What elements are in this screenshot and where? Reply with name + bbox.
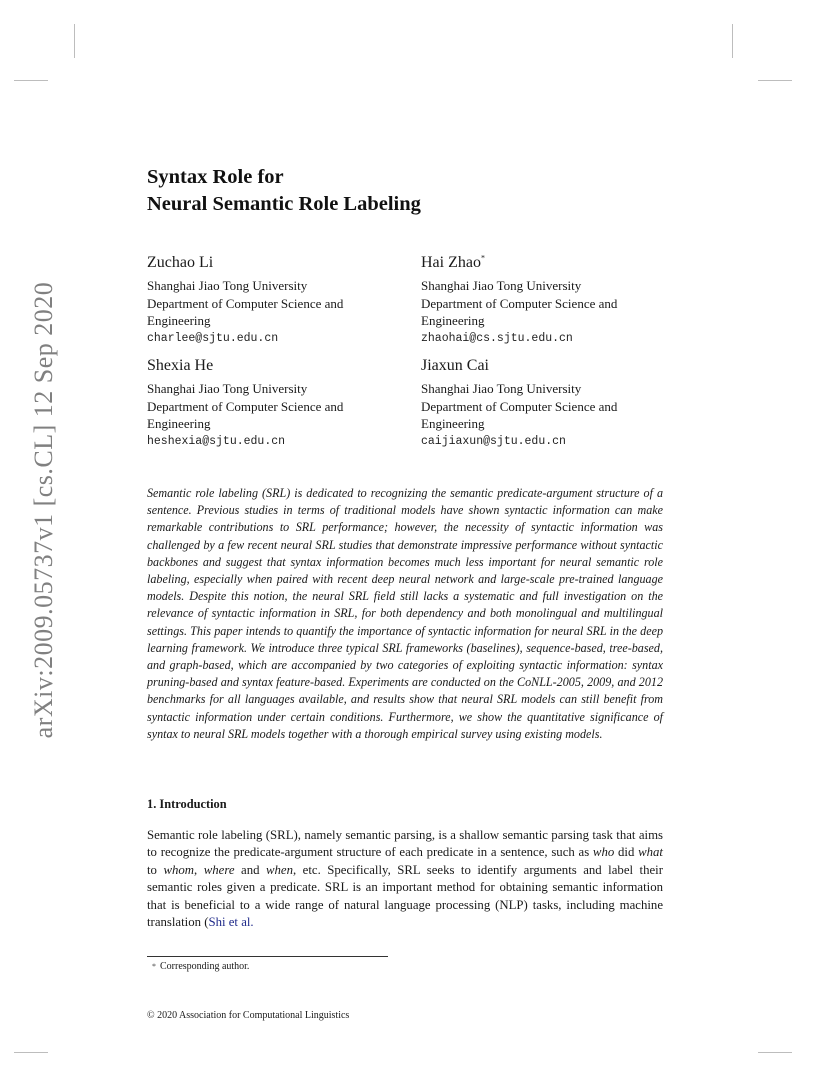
arxiv-identifier: arXiv:2009.05737v1 [cs.CL] 12 Sep 2020 bbox=[29, 281, 58, 739]
intro-paragraph: Semantic role labeling (SRL), namely semantic parsing, is a shallow semantic parsing task that aims to recognize the predicate-argument structure of each predicate in a sentence, such as who did what to whom, where and when, etc. Specifically, SRL seeks to identify arguments and label their semantic roles given a predicate. SRL is an important method for obtaining semantic information that is beneficial to a wide range of natural language processing (NLP) tasks, including machine translation (Shi et al. bbox=[147, 828, 663, 930]
author-affiliation: Shanghai Jiao Tong University bbox=[147, 381, 308, 396]
crop-mark bbox=[732, 24, 733, 58]
author-name: Zuchao Li bbox=[147, 254, 214, 271]
author-block bbox=[421, 356, 681, 450]
author-department-cont: Engineering bbox=[147, 416, 211, 431]
author-email: zhaohai@cs.sjtu.edu.cn bbox=[421, 331, 573, 345]
crop-mark bbox=[758, 80, 792, 81]
author-name: Jiaxun Cai bbox=[421, 357, 489, 374]
author-department: Department of Computer Science and bbox=[421, 398, 618, 414]
crop-mark bbox=[14, 80, 48, 81]
citation-link[interactable]: Shi et al. bbox=[208, 915, 254, 930]
crop-mark bbox=[14, 1052, 48, 1053]
corresponding-author-mark: * bbox=[480, 253, 485, 263]
copyright-notice: © 2020 Association for Computational Linguistics bbox=[147, 1010, 350, 1021]
footnote bbox=[152, 960, 249, 974]
author-email: charlee@sjtu.edu.cn bbox=[147, 331, 279, 345]
footnote-mark: * bbox=[152, 962, 156, 971]
author-email: caijiaxun@sjtu.edu.cn bbox=[421, 434, 566, 448]
arxiv-stamp bbox=[24, 281, 64, 739]
author-affiliation: Shanghai Jiao Tong University bbox=[421, 381, 582, 396]
author-department: Department of Computer Science and bbox=[147, 295, 344, 311]
abstract: Semantic role labeling (SRL) is dedicated to recognizing the semantic predicate-argument structure of a sentence. Previous studies in terms of traditional models have shown syntactic information can make remarkable contributions to SRL performance; however, the necessity of syntactic information was challenged by a few recent neural SRL studies that demonstrate impressive performance without syntactic backbones and suggest that syntax information becomes much less important for neural semantic role labeling, especially when paired with recent deep neural network and large-scale pre-trained language models. Despite this notion, the neural SRL field still lacks a systematic and full investigation on the relevance of syntactic information in SRL, for both dependency and both monolingual and multilingual settings. This paper intends to quantify the importance of syntactic information for neural SRL in the deep learning framework. We introduce three typical SRL frameworks (baselines), sequence-based, tree-based, and graph-based, which are accompanied by two categories of exploiting syntactic information: syntax pruning-based and syntax feature-based. Experiments are conducted on the CoNLL-2005, 2009, and 2012 benchmarks for all languages available, and results show that neural SRL models can still benefit from syntactic information under certain conditions. Furthermore, we show the quantitative significance of syntax to neural SRL models together with a thorough empirical survey using existing models. bbox=[147, 486, 663, 741]
author-department-cont: Engineering bbox=[421, 313, 485, 328]
section-heading: 1. Introduction bbox=[147, 797, 227, 811]
author-department-cont: Engineering bbox=[147, 313, 211, 328]
author-email: heshexia@sjtu.edu.cn bbox=[147, 434, 286, 448]
title-line-2: Neural Semantic Role Labeling bbox=[147, 193, 421, 215]
footnote-rule bbox=[147, 956, 388, 957]
author-affiliation: Shanghai Jiao Tong University bbox=[421, 278, 582, 293]
author-name: Shexia He bbox=[147, 357, 214, 374]
author-block bbox=[421, 253, 681, 347]
author-department-cont: Engineering bbox=[421, 416, 485, 431]
author-department: Department of Computer Science and bbox=[147, 398, 344, 414]
paper-title bbox=[147, 164, 667, 218]
footnote-text: Corresponding author. bbox=[160, 961, 250, 972]
crop-mark bbox=[74, 24, 75, 58]
author-department: Department of Computer Science and bbox=[421, 295, 618, 311]
author-block bbox=[147, 253, 407, 347]
author-name: Hai Zhao* bbox=[421, 253, 485, 271]
author-affiliation: Shanghai Jiao Tong University bbox=[147, 278, 308, 293]
author-block bbox=[147, 356, 407, 450]
crop-mark bbox=[758, 1052, 792, 1053]
title-line-1: Syntax Role for bbox=[147, 166, 284, 188]
